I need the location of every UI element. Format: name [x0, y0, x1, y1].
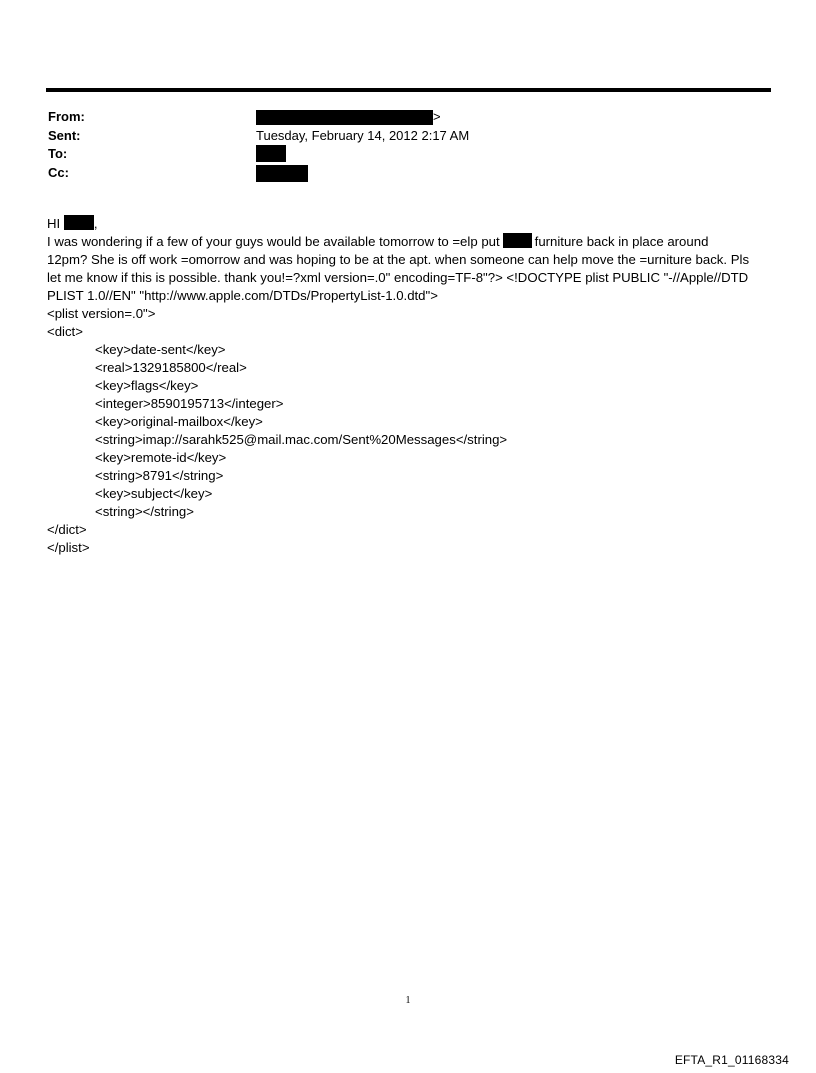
body-text: furniture back in place around	[534, 234, 709, 249]
redaction-block	[503, 233, 532, 248]
sent-value: Tuesday, February 14, 2012 2:17 AM	[256, 127, 470, 143]
redaction-block	[64, 215, 94, 230]
body-line: let me know if this is possible. thank you!=?xml version=.0" encoding=TF-8"?> <!DOCTYPE plist PUBLIC "-//Apple//DTD	[47, 270, 749, 285]
xml-line: </dict>	[47, 522, 87, 537]
sent-label: Sent:	[48, 127, 81, 143]
from-value	[256, 108, 441, 127]
body-line: PLIST 1.0//EN" "http://www.apple.com/DTDs/PropertyList-1.0.dtd">	[47, 288, 438, 303]
xml-line: <plist version=.0">	[47, 306, 156, 321]
xml-line: <string></string>	[95, 504, 194, 519]
greeting	[47, 215, 772, 233]
document-id: EFTA_R1_01168334	[674, 1053, 789, 1067]
email-body	[47, 215, 772, 557]
xml-line: <string>imap://sarahk525@mail.mac.com/Sent%20Messages</string>	[95, 432, 508, 447]
email-header	[48, 108, 768, 182]
body-line	[47, 233, 772, 251]
from-suffix: >	[433, 109, 441, 124]
from-label: From:	[48, 109, 85, 124]
body-line: 12pm? She is off work =omorrow and was hoping to be at the apt. when someone can help move the =urniture back. Pls	[47, 252, 750, 267]
greeting-end: ,	[93, 216, 98, 231]
to-value	[256, 145, 286, 164]
xml-line: <key>date-sent</key>	[95, 342, 226, 357]
xml-line: <dict>	[47, 324, 83, 339]
body-text: I was wondering if a few of your guys would be available tomorrow to =elp put	[47, 234, 500, 249]
to-label: To:	[48, 146, 68, 161]
from-row	[48, 108, 768, 127]
cc-value	[256, 164, 308, 183]
xml-line: <key>remote-id</key>	[95, 450, 227, 465]
header-rule	[46, 88, 771, 92]
to-row	[48, 145, 768, 164]
xml-line: <string>8791</string>	[95, 468, 224, 483]
redaction-block	[256, 165, 308, 182]
xml-line: <key>flags</key>	[95, 378, 199, 393]
sent-row	[48, 127, 768, 146]
xml-line: <real>1329185800</real>	[95, 360, 247, 375]
cc-row	[48, 164, 768, 183]
page-number: 1	[405, 995, 411, 1006]
redaction-block	[256, 145, 286, 162]
greeting-start: HI	[47, 216, 61, 231]
redaction-block	[256, 110, 433, 125]
xml-line: <key>original-mailbox</key>	[95, 414, 263, 429]
xml-line: </plist>	[47, 540, 90, 555]
cc-label: Cc:	[48, 164, 69, 180]
xml-line: <key>subject</key>	[95, 486, 213, 501]
xml-line: <integer>8590195713</integer>	[95, 396, 284, 411]
